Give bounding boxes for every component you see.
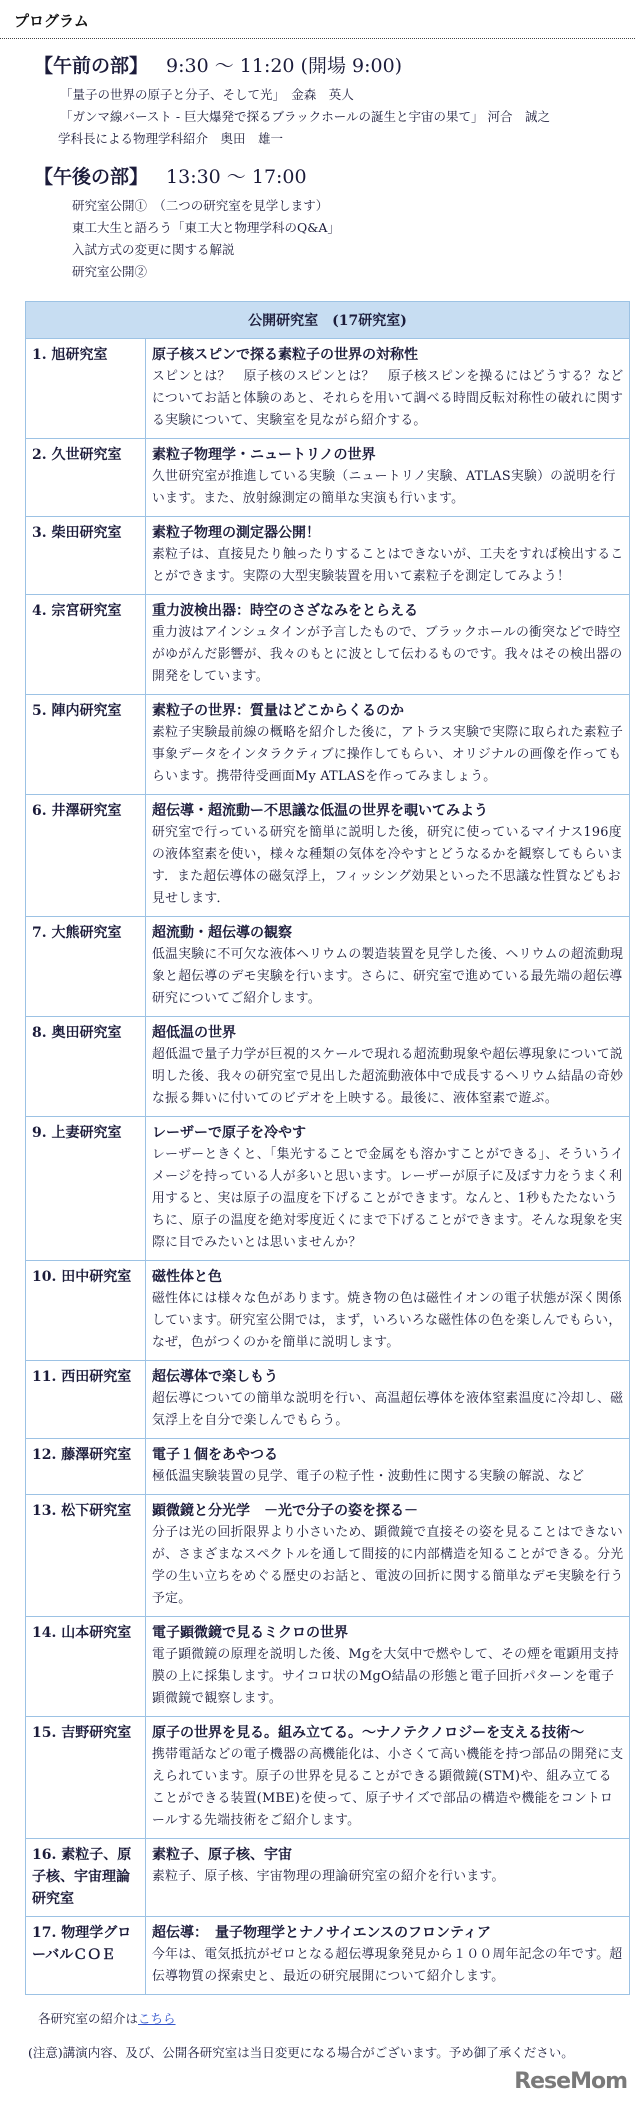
lab-description: 携帯電話などの電子機器の高機能化は、小さくて高い機能を持つ部品の開発に支えられています。原子の世界を見ることができる顕微鏡(STM)や、組み立てることができる装置(MBE)を使って、原子サイズで部品の構造や機能をコントロールする先端技術をご紹介します。 <box>152 1747 624 1828</box>
lab-description: 電子顕微鏡の原理を説明した後、Mgを大気中で燃やして、その煙を電顕用支持膜の上に採集します。サイコロ状のMgO結晶の形態と電子回折パターンを電子顕微鏡で観察します。 <box>152 1647 619 1706</box>
lab-description: 今年は、電気抵抗がゼロとなる超伝導現象発見から１００周年記念の年です。超伝導物質の探索史と、最近の研究展開について紹介します。 <box>152 1947 623 1984</box>
afternoon-item: 入試方式の変更に関する解説 <box>72 242 235 257</box>
lab-title: 顕微鏡と分光学 －光で分子の姿を探る－ <box>152 1503 418 1519</box>
lab-detail <box>146 1361 630 1439</box>
lab-name: 12. 藤澤研究室 <box>26 1439 146 1495</box>
morning-item: 学科長による物理学科紹介 奥田 雄一 <box>58 131 284 146</box>
lab-description: 超伝導についての簡単な説明を行い、高温超伝導体を液体窒素温度に冷却し、磁気浮上を自分で楽しんでもらう。 <box>152 1391 624 1428</box>
lab-description: 素粒子、原子核、宇宙物理の理論研究室の紹介を行います。 <box>152 1869 505 1884</box>
lab-name: 4. 宗宮研究室 <box>26 595 146 695</box>
lab-detail <box>146 1261 630 1361</box>
lab-description: 低温実験に不可欠な液体ヘリウムの製造装置を見学した後、ヘリウムの超流動現象と超伝導のデモ実験を行います。さらに、研究室で進めている最先端の超伝導研究についてご紹介します。 <box>152 947 624 1006</box>
lab-detail <box>146 517 630 595</box>
afternoon-item: 研究室公開② <box>72 264 148 279</box>
lab-title: 原子核スピンで探る素粒子の世界の対称性 <box>152 347 418 363</box>
lab-detail <box>146 1839 630 1917</box>
divider <box>0 38 635 39</box>
lab-name: 3. 柴田研究室 <box>26 517 146 595</box>
lab-title: 超伝導： 量子物理学とナノサイエンスのフロンティア <box>152 1925 491 1941</box>
lab-description: レーザーときくと、「集光することで金属をも溶かすことができる」、そういうイメージを持っている人が多いと思います。レーザーが原子に及ぼす力をうまく利用すると、実は原子の温度を下げることができます。なんと、1秒もたたないうちに、原子の温度を絶対零度近くにまで下げることができます。そんな現象を実際に目でみたいとは思いませんか？ <box>152 1147 624 1250</box>
afternoon-item: 東工大生と語ろう「東工大と物理学科のQ&A」 <box>72 220 340 235</box>
lab-detail <box>146 1717 630 1839</box>
lab-name: 15. 吉野研究室 <box>26 1717 146 1839</box>
lab-title: 超低温の世界 <box>152 1025 236 1041</box>
lab-detail <box>146 595 630 695</box>
lab-title: 超伝導・超流動ー不思議な低温の世界を覗いてみよう <box>152 803 488 819</box>
lab-detail <box>146 1017 630 1117</box>
lab-row <box>26 917 630 1017</box>
lab-name: 16. 素粒子、原子核、宇宙理論研究室 <box>26 1839 146 1917</box>
lab-row <box>26 1017 630 1117</box>
lab-description: スピンとは？ 原子核のスピンとは？ 原子核スピンを操るにはどうする？などについてお話と体験のあと、それらを用いて調べる時間反転対称性の破れに関する実験について、実験室を見ながら紹介する。 <box>152 369 624 428</box>
lab-name: 10. 田中研究室 <box>26 1261 146 1361</box>
lab-detail <box>146 1439 630 1495</box>
lab-row <box>26 1717 630 1839</box>
lab-name: 14. 山本研究室 <box>26 1617 146 1717</box>
lab-row <box>26 1917 630 1995</box>
lab-row <box>26 517 630 595</box>
morning-heading <box>34 51 635 78</box>
morning-time: 9:30 ～ 11:20 (開場 9:00) <box>166 55 403 77</box>
lab-detail <box>146 1917 630 1995</box>
lab-title: 電子顕微鏡で見るミクロの世界 <box>152 1625 348 1641</box>
lab-name: 13. 松下研究室 <box>26 1495 146 1617</box>
labs-table-header: 公開研究室 (17研究室) <box>26 302 630 339</box>
lab-title: 電子１個をあやつる <box>152 1447 278 1463</box>
lab-intro-text: 各研究室の紹介は <box>38 2011 139 2026</box>
lab-description: 磁性体には様々な色があります。焼き物の色は磁性イオンの電子状態が深く関係しています。研究室公開では，まず，いろいろな磁性体の色を楽しんでもらい，なぜ，色がつくのかを簡単に説明します。 <box>152 1291 623 1350</box>
lab-description: 素粒子実験最前線の概略を紹介した後に，アトラス実験で実際に取られた素粒子事象データをインタラクティブに操作してもらい、オリジナルの画像を作ってもらいます。携帯待受画面My ATLASを作ってみましょう。 <box>152 725 624 784</box>
lab-name: 8. 奥田研究室 <box>26 1017 146 1117</box>
morning-item: 「量子の世界の原子と分子、そして光」 金森 英人 <box>60 87 354 102</box>
lab-detail <box>146 1617 630 1717</box>
lab-intro-line <box>38 2009 635 2027</box>
labs-table <box>25 301 630 1995</box>
lab-title: 素粒子物理学・ニュートリノの世界 <box>152 447 376 463</box>
lab-detail <box>146 1495 630 1617</box>
lab-row <box>26 339 630 439</box>
lab-name: 11. 西田研究室 <box>26 1361 146 1439</box>
lab-row <box>26 1839 630 1917</box>
lab-row <box>26 1617 630 1717</box>
lab-name: 9. 上妻研究室 <box>26 1117 146 1261</box>
afternoon-heading <box>34 162 635 189</box>
lab-detail <box>146 795 630 917</box>
lab-detail <box>146 439 630 517</box>
lab-title: 超伝導体で楽しもう <box>152 1369 278 1385</box>
lab-title: 磁性体と色 <box>152 1269 222 1285</box>
lab-title: 素粒子の世界：質量はどこからくるのか <box>152 703 404 719</box>
lab-row <box>26 1439 630 1495</box>
lab-row <box>26 439 630 517</box>
lab-row <box>26 795 630 917</box>
lab-description: 久世研究室が推進している実験（ニュートリノ実験、ATLAS実験）の説明を行います。また、放射線測定の簡単な実演も行います。 <box>152 469 616 506</box>
lab-description: 超低温で量子力学が巨視的スケールで現れる超流動現象や超伝導現象について説明した後、我々の研究室で見出した超流動液体中で成長するヘリウム結晶の奇妙な振る舞いに付いてのビデオを上映する。最後に、液体窒素で遊ぶ。 <box>152 1047 624 1106</box>
lab-title: 原子の世界を見る。組み立てる。～ナノテクノロジーを支える技術～ <box>152 1725 585 1741</box>
lab-name: 6. 井澤研究室 <box>26 795 146 917</box>
page-title: プログラム <box>14 12 89 30</box>
lab-title: レーザーで原子を冷やす <box>152 1125 306 1141</box>
lab-description: 分子は光の回折限界より小さいため、顕微鏡で直接その姿を見ることはできないが、さまざまなスペクトルを通して間接的に内部構造を知ることができる。分光学の生い立ちをめぐる歴史のお話と、電波の回折に関する簡単なデモ実験を行う予定。 <box>152 1525 624 1606</box>
lab-name: 2. 久世研究室 <box>26 439 146 517</box>
lab-detail <box>146 1117 630 1261</box>
afternoon-time: 13:30 ～ 17:00 <box>166 166 307 188</box>
afternoon-item: 研究室公開① （二つの研究室を見学します） <box>72 198 329 213</box>
lab-title: 素粒子物理の測定器公開！ <box>152 525 320 541</box>
morning-label: 【午前の部】 <box>34 55 149 77</box>
lab-row <box>26 695 630 795</box>
notice: (注意)講演内容、及び、公開各研究室は当日変更になる場合がございます。予め御了承ください。 <box>28 2045 574 2060</box>
afternoon-label: 【午後の部】 <box>34 166 149 188</box>
lab-detail <box>146 695 630 795</box>
lab-title: 超流動・超伝導の観察 <box>152 925 292 941</box>
lab-row <box>26 1117 630 1261</box>
lab-description: 重力波はアインシュタインが予言したもので、ブラックホールの衝突などで時空がゆがんだ影響が、我々のもとに波として伝わるものです。我々はその検出器の開発をしています。 <box>152 625 623 684</box>
lab-row <box>26 1495 630 1617</box>
resemom-watermark-logo: ReseMom <box>514 2069 627 2094</box>
lab-row <box>26 1361 630 1439</box>
lab-name: 5. 陣内研究室 <box>26 695 146 795</box>
lab-intro-link[interactable]: こちら <box>138 2011 176 2026</box>
lab-detail <box>146 917 630 1017</box>
lab-description: 素粒子は、直接見たり触ったりすることはできないが、工夫をすれば検出することができます。実際の大型実験装置を用いて素粒子を測定してみよう！ <box>152 547 624 584</box>
lab-row <box>26 595 630 695</box>
lab-title: 素粒子、原子核、宇宙 <box>152 1847 292 1863</box>
lab-name: 7. 大熊研究室 <box>26 917 146 1017</box>
lab-name: 17. 物理学グローバルＣＯＥ <box>26 1917 146 1995</box>
lab-name: 1. 旭研究室 <box>26 339 146 439</box>
lab-detail <box>146 339 630 439</box>
morning-item: 「ガンマ線バースト - 巨大爆発で探るブラックホールの誕生と宇宙の果て」 河合 誠之 <box>60 109 551 124</box>
lab-description: 極低温実験装置の見学、電子の粒子性・波動性に関する実験の解説、など <box>152 1469 585 1484</box>
lab-description: 研究室で行っている研究を簡単に説明した後，研究に使っているマイナス196度の液体窒素を使い，様々な種類の気体を冷やすとどうなるかを観察してもらいます．また超伝導体の磁気浮上，フィッシング効果といった不思議な性質などもお見せします． <box>152 825 624 906</box>
lab-row <box>26 1261 630 1361</box>
lab-title: 重力波検出器：時空のさざなみをとらえる <box>152 603 418 619</box>
